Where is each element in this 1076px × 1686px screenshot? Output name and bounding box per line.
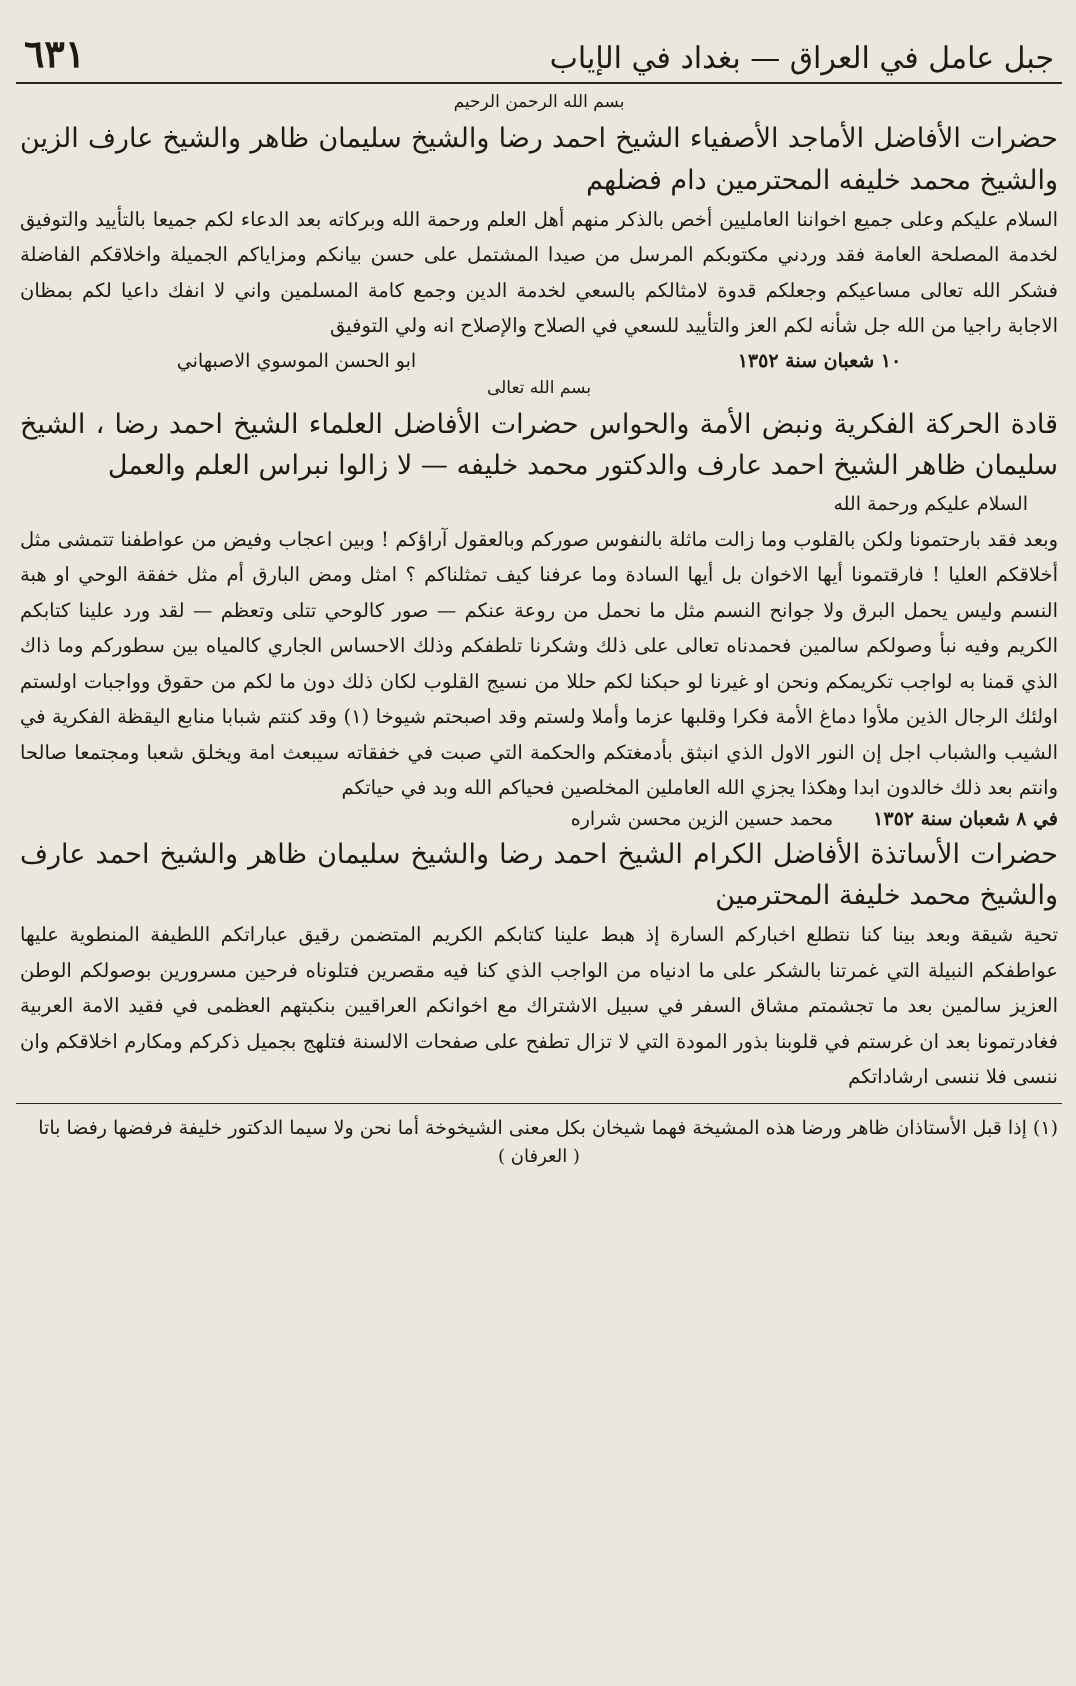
page-header bbox=[16, 18, 1062, 82]
footnote: (١) إذا قبل الأستاذان ظاهر ورضا هذه المشيخة فهما شيخان بكل معنى الشيخوخة أما نحن ولا سيما الدكتور خليفة فرفضها رفضا باتا bbox=[38, 1116, 1058, 1139]
letter-2-date: في ٨ شعبان سنة ١٣٥٢ bbox=[873, 807, 1058, 830]
header-rule bbox=[16, 82, 1062, 84]
letter-1-body: السلام عليكم وعلى جميع اخواننا العامليين أخص بالذكر منهم أهل العلم ورحمة الله وبركاته بعد الدعاء لكم جميعا بالتأييد والتوفيق لخدمة المصلحة العامة فقد وردني مكتوبكم المرسل من صيدا المشتمل على حسن بيانكم ومزاياكم الجميلة واخلاقكم الفاضلة فشكر الله تعالى مساعيكم وجعلكم قدوة لامثالكم بالسعي لخدمة الدين وجمع كامة المسلمين واني لا انفك داعيا لكم بمظان الاجابة راجيا من الله جل شأنه لكم العز والتأييد للسعي في الصلاح والإصلاح انه ولي التوفيق bbox=[20, 207, 1058, 338]
letter-1-signature: ابو الحسن الموسوي الاصبهاني bbox=[176, 349, 417, 372]
letter-1-signature-row bbox=[16, 350, 1062, 372]
letter-2 bbox=[16, 378, 1062, 830]
letter-3-body: تحية شيقة وبعد بينا كنا نتطلع اخباركم السارة إذ هبط علينا كتابكم الكريم المتضمن رقيق عباراتكم اللطيفة المنطوية عليها عواطفكم النبيلة التي غمرتنا بالشكر على ما ادنياه من الواجب الذي كنا فيه مقصرين فتلوناه فرحين مسرورين بوصولكم الوطن العزيز سالمين بعد ما تجشمتم مشاق السفر في سبيل الاشتراك مع اخوانكم العراقيين بنكبتهم العظمى في فقيد الامة العربية فغادرتمونا بعد ان غرستم في قلوبنا بذور المودة التي لا تزال تطفح على صفحات الالسنة فتلهج بجميل ذكركم ومكارم اخلاقكم وان ننسى فلا ننسى ارشاداتكم bbox=[20, 923, 1058, 1089]
letter-1-salutation: حضرات الأفاضل الأماجد الأصفياء الشيخ احمد رضا والشيخ سليمان ظاهر والشيخ عارف الزين والشيخ محمد خليفه المحترمين دام فضلهم bbox=[20, 123, 1058, 196]
letter-1-date: ١٠ شعبان سنة ١٣٥٢ bbox=[737, 349, 902, 372]
letter-2-signature-row bbox=[16, 808, 1062, 830]
letter-1 bbox=[16, 92, 1062, 372]
letter-3 bbox=[16, 834, 1062, 1095]
letter-2-body: وبعد فقد بارحتمونا ولكن بالقلوب وما زالت ماثلة بالنفوس صوركم وبالعقول آراؤكم ! وبين اعجاب وفيض من عواطفنا تتمشى مثل أخلاقكم العليا ! فارقتمونا أيها الاخوان بل أيها السادة وما عرفنا كيف تمثلناكم ؟ امثل ومض البارق أم مثل خفقة الوحي او هبة النسم وليس يحمل البرق ولا جوانح النسم مثل ما نحمل من روعة عنكم — صور كالوحي تتلى وتعظم — لقد ورد علينا كتابكم الكريم وفيه نبأ وصولكم سالمين فحمدناه تعالى على ذلك وشكرنا تلطفكم وذلك الاحساس الجاري كالمياه بين سطوركم وما ذاك الذي قمنا به لواجب تكريمكم ونحن او غيرنا لو حبكنا لكم حللا من نسيج القلوب لكان ذلك دون ما لكم من حقوق وواجبات اولستم اولئك الرجال الذين ملأوا دماغ الأمة فكرا وقلبها عزما وأملا ولستم وقد اصبحتم شيوخا (١) وقد كنتم شبابا منابع اليقظة الفكرية في الشيب والشباب اجل إن النور الاول الذي انبثق بأدمغتكم والحكمة التي صبت في خفقاته سيبعث امة ويخلق شعبا ومجتمعا صالحا وانتم بعد ذلك خالدون ابدا وهكذا يجزي الله العاملين المخلصين فحياكم الله وبد في حياتكم bbox=[20, 527, 1058, 800]
letter-3-salutation: حضرات الأساتذة الأفاضل الكرام الشيخ احمد رضا والشيخ سليمان ظاهر والشيخ احمد عارف والشيخ محمد خليفة المحترمين bbox=[20, 838, 1058, 912]
footnote-rule bbox=[16, 1103, 1062, 1104]
letter-2-basmala: بسم الله تعالى bbox=[486, 377, 592, 398]
letter-2-greeting: السلام عليكم ورحمة الله bbox=[833, 493, 1028, 516]
running-head: جبل عامل في العراق — بغداد في الإياب bbox=[549, 41, 1054, 76]
letter-2-signature: محمد حسين الزين محسن شراره bbox=[570, 807, 834, 830]
letter-2-salutation: قادة الحركة الفكرية ونبض الأمة والحواس حضرات الأفاضل العلماء الشيخ احمد رضا ، الشيخ سليمان ظاهر الشيخ احمد عارف والدكتور محمد خليفه — لا زالوا نبراس العلم والعمل bbox=[20, 408, 1058, 482]
footnote-source: ( العرفان ) bbox=[498, 1145, 580, 1167]
letter-1-basmala: بسم الله الرحمن الرحيم bbox=[453, 92, 625, 112]
page-number: ٦٣١ bbox=[24, 31, 86, 76]
